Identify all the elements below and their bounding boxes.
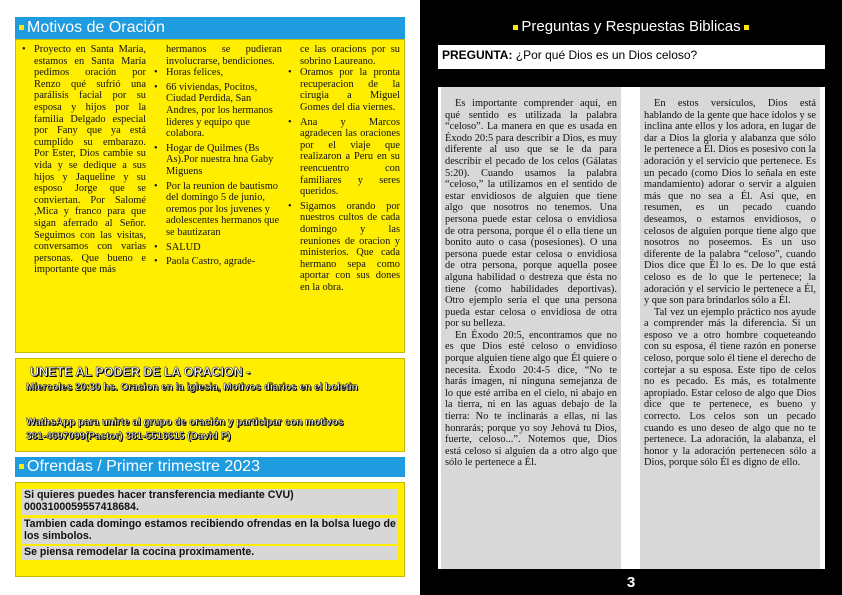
square-bullet-icon bbox=[19, 25, 24, 30]
prayer-column-2 bbox=[154, 44, 282, 271]
prayer-continuation: ce las oracions por su sobrino Laureano. bbox=[300, 44, 400, 67]
prayer-item: • Horas felices, bbox=[154, 67, 282, 79]
prayer-meeting-box bbox=[15, 358, 405, 452]
whatsapp-info: WathsApp para unirte al grupo de oración y participar con motivos bbox=[26, 417, 344, 428]
qa-header bbox=[420, 18, 842, 35]
contact-phones: 381-4697099(Pastor) 381-5516615 (David P) bbox=[26, 431, 231, 442]
prayer-requests-box bbox=[15, 39, 405, 353]
square-bullet-icon bbox=[19, 464, 24, 469]
ofrendas-title: Ofrendas / Primer trimestre 2023 bbox=[27, 458, 260, 475]
answer-column-2 bbox=[640, 87, 820, 569]
prayer-item: • Paola Castro, agrade- bbox=[154, 256, 282, 268]
page-number: 3 bbox=[626, 574, 636, 591]
square-bullet-icon bbox=[513, 25, 518, 30]
prayer-column-1 bbox=[22, 44, 146, 276]
question-label: PREGUNTA: bbox=[442, 48, 513, 62]
ofrendas-sunday: Tambien cada domingo estamos recibiendo ofrendas en la bolsa luego de los simbolos. bbox=[22, 518, 398, 544]
unite-title: UNETE AL PODER DE LA ORACION - bbox=[30, 365, 251, 379]
answer-paragraph: Es importante comprender aquí, en qué sentido es utilizada la palabra “celoso”. La manera en que es usada en Éxodo 20:5 para describir a Dios, es muy diferente al uso que se le da para describir el pecado de los celos (Gálatas 5:20). Cuando usamos la palabra “celoso,” la utilizamos en el sentido de estar envidiosos de alguien que tiene algo que nosotros no tenemos. Una persona puede estar celosa o envidiosa de otra persona, porque él o ella tiene un bonito auto o casa (posesiones). O una persona puede estar celosa o envidiosa de otra persona, porque aquella posee alguna habilidad o destreza que ésta no tiene (como habilidades deportivas). Otro ejemplo sería el que una persona pueda estar celosa o envidiosa de otra por su belleza. bbox=[445, 98, 617, 330]
question bbox=[442, 48, 697, 62]
prayer-item: • Oramos por la pronta recuperacion de la cirugia a Miguel Gomes del dia viernes. bbox=[288, 67, 400, 113]
answer-column-1 bbox=[441, 87, 621, 569]
answer-panel bbox=[438, 87, 825, 569]
ofrendas-box bbox=[15, 482, 405, 577]
ofrendas-kitchen: Se piensa remodelar la cocina proximamente. bbox=[22, 546, 398, 560]
answer-paragraph: En estos versículos, Dios está hablando de la gente que hace ídolos y se inclina ante ellos y los adora, en lugar de dar a Dios la gloria y alabanza que sólo le pertenece a Él. Dios es posesivo con la adoración y el servicio que pertenece. Es un pecado (como Dios lo señala en este mandamiento) adorar o servir a alguien más que no sea a Él. Así que, en resumen, es un pecado cuando deseamos, o estamos envidiosos, o celosos de alguien porque tiene algo que nosotros no poseemos. Es un uso diferente de la palabra “celoso”, cuando Dios dice que Él lo es. De lo que está celoso es de lo que le pertenece; la adoración y el servicio le pertenece a Él, y que son para brindarlos sólo a Él. bbox=[644, 98, 816, 307]
prayer-item: • Hogar de Quilmes (Bs As).Por nuestra hna Gaby Miguens bbox=[154, 143, 282, 178]
prayer-item: • 66 viviendas, Pocitos, Ciudad Perdida, San Andres, por los hermanos lideres y equipo que colabora. bbox=[154, 82, 282, 140]
right-page bbox=[420, 0, 842, 595]
prayer-item: • Ana y Marcos agradecen las oraciones por el viaje que realizaron a Peru en su reencuentro con familiares y seres queridos. bbox=[288, 117, 400, 198]
prayer-item: • SALUD bbox=[154, 242, 282, 254]
ofrendas-transfer: Si quieres puedes hacer transferencia mediante CVU) 0003100059557418684. bbox=[22, 489, 398, 515]
question-box bbox=[438, 45, 825, 69]
meeting-schedule: Miercoles 20:30 hs. Oracion en la iglesia, Motivos diarios en el boletin bbox=[26, 382, 358, 393]
answer-paragraph: En Éxodo 20:5, encontramos que no es que Dios esté celoso o envidioso porque alguien tiene algo que Él quiere o necesita. Éxodo 20:4-5 dice, “No te harás imagen, ni ninguna semejanza de lo que esté arriba en el cielo, ni abajo en la tierra, ni en las aguas debajo de la tierra: No te inclinarás a ellas, ni las honrarás; porque yo soy Jehová tu Dios, fuerte, celoso...”. Notemos que, Dios está celoso si alguien da a otro algo que sólo le pertenece a Él. bbox=[445, 329, 617, 469]
prayer-item: • Sigamos orando por nuestros cultos de cada domingo y las reuniones de oracion y ministerios. Que cada hermano sepa como aportar con sus dones en la obra. bbox=[288, 201, 400, 294]
answer-paragraph: Tal vez un ejemplo práctico nos ayude a comprender más la diferencia. Si un esposo ve a otro hombre coqueteando con su esposa, él tiene razón en ponerse celoso, porque solo él tiene el derecho de cortejar a su esposa. Este tipo de celos no es pecado. Es más, es totalmente apropiado. Estar celoso de algo que Dios dice que te pertenece, es bueno y correcto. Los celos son un pecado cuando es uno deseo de algo que no te pertenece. La adoración, la alabanza, el honor y la adoración pertenecen sólo a Dios, porque sólo Él es digno de ello. bbox=[644, 306, 816, 469]
left-page bbox=[0, 0, 420, 595]
qa-title: Preguntas y Respuestas Biblicas bbox=[521, 18, 741, 35]
prayer-column-3 bbox=[288, 44, 400, 296]
prayer-continuation: hermanos se pudieran involucrarse, bendiciones. bbox=[166, 44, 282, 67]
motivos-title: Motivos de Oración bbox=[27, 19, 165, 36]
ofrendas-header bbox=[15, 457, 405, 477]
prayer-item-santa-maria: • Proyecto en Santa María, estamos en Santa María pedimos oración por Renzo qué sufrió una parálisis facial por su esposa y hijos por la familia Delgado especial por Fany que ya está cumplido su embarazo. Por Ester, Dios cambie su vida y se dedique a sus hijos y Jaqueline y su esposo Jorge que se conviertan. Por Salomé ,Mica y franco para que sigan aferrado al Señor. Seguimos con las visitas, conversamos con varias personas. Que bueno e importante que más bbox=[22, 44, 146, 276]
prayer-item: • Por la reunion de bautismo del domingo 5 de junio, oremos por los juvenes y adolescentes hermanos que se bautizaran bbox=[154, 181, 282, 239]
square-bullet-icon bbox=[744, 25, 749, 30]
question-text: ¿Por qué Dios es un Dios celoso? bbox=[515, 48, 698, 62]
motivos-header bbox=[15, 17, 405, 39]
